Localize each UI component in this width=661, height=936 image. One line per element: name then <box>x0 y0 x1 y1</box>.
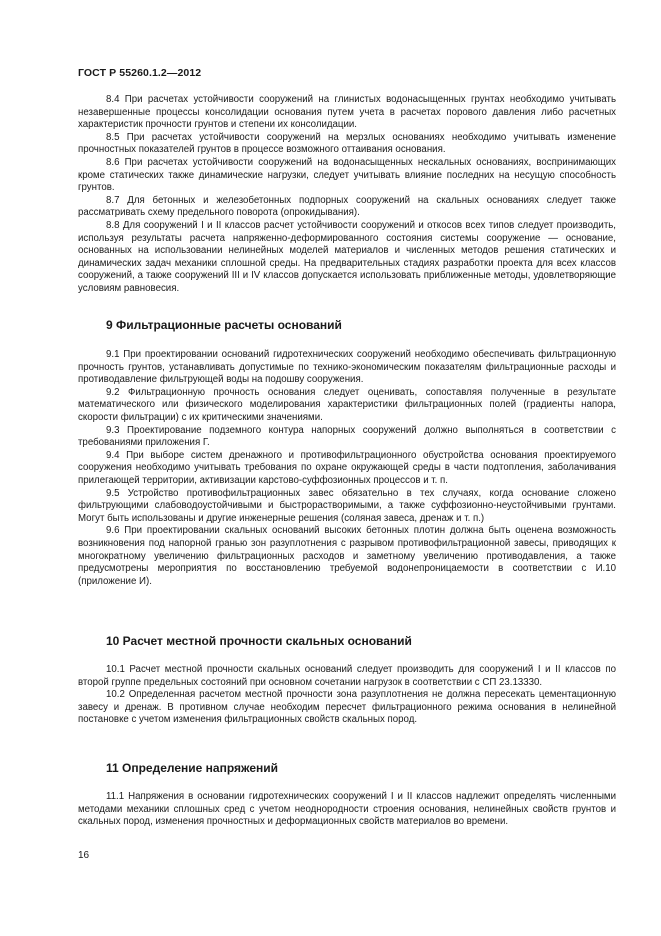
section-9-body <box>78 349 616 588</box>
paragraph-10-1: 10.1 Расчет местной прочности скальных оснований следует производить для сооружений I и II классов по второй группе предельных состояний при основном сочетании нагрузок в соответствии с СП 23.13330. <box>78 664 616 688</box>
section-11 <box>78 761 616 775</box>
paragraph-10-2: 10.2 Определенная расчетом местной прочности зона разуплотнения не должна пересекать цементационную завесу и дренаж. В противном случае необходим пересчет фильтрационного режима основания в нелинейной постановке с учетом изменения фильтрационных свойств скальных пород. <box>78 689 616 726</box>
paragraph-8-4: 8.4 При расчетах устойчивости сооружений на глинистых водонасыщенных грунтах необходимо учитывать незавершенные процессы консолидации основания путем учета в расчетах порового давления либо расчетных характеристик прочности грунтов и степени их консолидации. <box>78 94 616 131</box>
paragraph-8-8: 8.8 Для сооружений I и II классов расчет устойчивости сооружений и откосов всех типов следует производить, используя результаты расчета напряженно-деформированного состояния системы сооружение — основание, основанных на использовании нелинейных моделей материалов и численных методов решения статических и динамических задач механики сплошной среды. На предварительных стадиях разработки проекта для всех классов сооружений, а также сооружений III и IV классов допускается использовать приближенные методы, удовлетворяющие условиям равновесия. <box>78 219 616 294</box>
section-8-continuation <box>78 94 616 296</box>
paragraph-9-4: 9.4 При выборе систем дренажного и противофильтрационного обустройства основания проектируемого сооружения необходимо учитывать требования по охране окружающей среды в части подтопления, заболачивания прилегающей территории, активизации карстово-суффозионных процессов и т. п. <box>78 449 616 486</box>
section-9-heading: 9 Фильтрационные расчеты оснований <box>106 318 342 332</box>
paragraph-9-2: 9.2 Фильтрационную прочность основания следует оценивать, сопоставляя полученные в результате математического или физического моделирования характеристики фильтрационных полей (градиенты напора, скорости фильтрации) с их критическими значениями. <box>78 386 616 423</box>
section-10 <box>78 634 616 648</box>
section-11-body <box>78 791 616 829</box>
section-10-body <box>78 664 616 727</box>
paragraph-9-1: 9.1 При проектировании оснований гидротехнических сооружений необходимо обеспечивать фильтрационную прочность грунтов, устанавливать допустимые по технико-экономическим показателям фильтрационные расходы и противодавление фильтрующей воды на подошву сооружения. <box>78 349 616 386</box>
paragraph-9-5: 9.5 Устройство противофильтрационных завес обязательно в тех случаях, когда основание сложено фильтрующими слабоводоустойчивыми и быстрорастворимыми, а также суффозионно-неустойчивыми грунтами. Могут быть использованы и другие инженерные решения (соляная завеса, дренаж и т. п.) <box>78 487 616 524</box>
document-header: ГОСТ Р 55260.1.2—2012 <box>78 67 202 79</box>
paragraph-8-7: 8.7 Для бетонных и железобетонных подпорных сооружений на скальных основаниях следует также рассматривать схему предельного поворота (опрокидывания). <box>78 194 616 219</box>
section-9 <box>78 318 616 332</box>
paragraph-9-3: 9.3 Проектирование подземного контура напорных сооружений должно выполняться в соответствии с требованиями приложения Г. <box>78 424 616 449</box>
section-11-heading: 11 Определение напряжений <box>106 761 279 775</box>
paragraph-9-6: 9.6 При проектировании скальных оснований высоких бетонных плотин должна быть оценена возможность возникновения под напорной гранью зон разуплотнения с разрывом противофильтрационной завесы, приводящих к многократному увеличению фильтрационных расходов и заметному увеличению противодавления, а также предусмотрены мероприятия по восстановлению требуемой водонепроницаемости в соответствии с И.10 (приложение И). <box>78 525 616 587</box>
section-10-heading: 10 Расчет местной прочности скальных оснований <box>106 634 412 648</box>
paragraph-11-1: 11.1 Напряжения в основании гидротехнических сооружений I и II классов надлежит определять численными методами механики сплошных сред с учетом неоднородности строения основания, нелинейных свойств грунтов и скальных пород, изменения прочностных и деформационных свойств материалов во времени. <box>78 791 616 828</box>
paragraph-8-5: 8.5 При расчетах устойчивости сооружений на мерзлых основаниях необходимо учитывать изменение прочностных показателей грунтов в процессе возможного оттаивания основания. <box>78 131 616 156</box>
paragraph-8-6: 8.6 При расчетах устойчивости сооружений на водонасыщенных нескальных основаниях, воспринимающих кроме статических также динамические нагрузки, следует учитывать влияние последних на несущую способность грунтов. <box>78 156 616 194</box>
page-number: 16 <box>78 850 90 861</box>
